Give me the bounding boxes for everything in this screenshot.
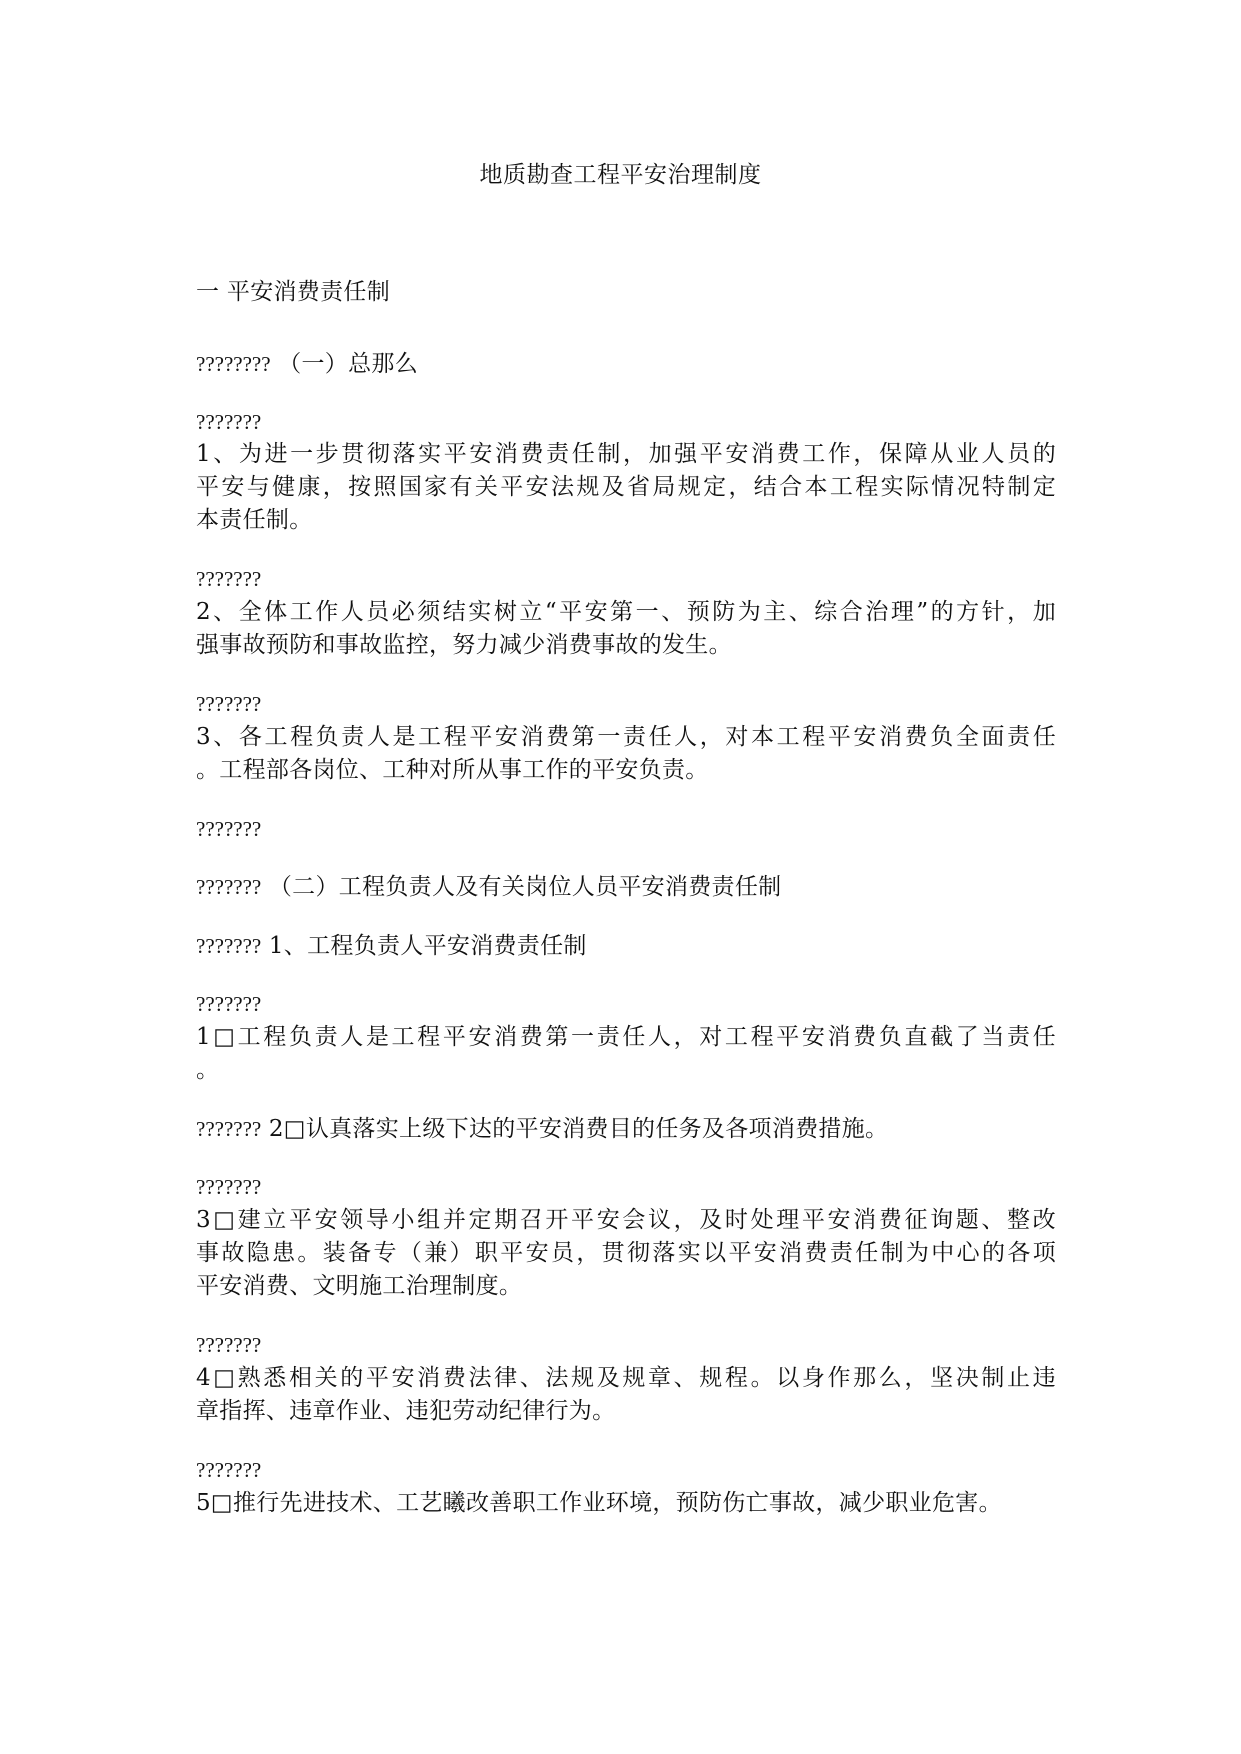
line-text: 1□工程负责人是工程平安消费第一责任人，对工程平安消费负直截了当责任 <box>196 1024 1056 1050</box>
text-line <box>196 275 1056 309</box>
line-text: （一）总那么 <box>270 351 418 377</box>
line-text: 本责任制。 <box>196 507 313 533</box>
text-line <box>196 1203 1056 1237</box>
placeholder-marker: ??????? <box>196 692 262 716</box>
line-text: 平安消费、文明施工治理制度。 <box>196 1273 523 1299</box>
text-line <box>196 1170 1056 1204</box>
placeholder-marker: ??????? <box>196 567 262 591</box>
text-line <box>196 1361 1056 1395</box>
line-text: 3、各工程负责人是工程平安消费第一责任人，对本工程平安消费负全面责任 <box>196 724 1056 750</box>
text-line <box>196 562 1056 596</box>
placeholder-marker: ???????? <box>196 352 271 376</box>
placeholder-marker: ??????? <box>196 1458 262 1482</box>
placeholder-marker: ??????? <box>196 875 262 899</box>
line-text: 1、为进一步贯彻落实平安消费责任制，加强平安消费工作，保障从业人员的 <box>196 441 1056 467</box>
text-line <box>196 1394 1056 1428</box>
text-line <box>196 929 1056 963</box>
text-line <box>196 1453 1056 1487</box>
line-text: 5□推行先进技术、工艺䂀改善职工作业环境，预防伤亡事故，减少职业危害。 <box>196 1490 1002 1516</box>
placeholder-marker: ??????? <box>196 1333 262 1357</box>
line-text: 平安与健康，按照国家有关平安法规及省局规定，结合本工程实际情况特制定 <box>196 474 1056 500</box>
placeholder-marker: ??????? <box>196 934 262 958</box>
text-line <box>196 1269 1056 1303</box>
document-title: 地质勘查工程平安治理制度 <box>479 162 762 188</box>
text-line <box>196 347 1056 381</box>
text-line <box>196 1020 1056 1054</box>
text-line <box>196 628 1056 662</box>
line-text: 一 平安消费责任制 <box>196 279 391 305</box>
placeholder-marker: ??????? <box>196 817 262 841</box>
text-line <box>196 595 1056 629</box>
placeholder-marker: ??????? <box>196 992 262 1016</box>
placeholder-marker: ??????? <box>196 1175 262 1199</box>
text-line <box>196 870 1056 904</box>
text-line <box>196 470 1056 504</box>
line-text: 3□建立平安领导小组并定期召开平安会议，及时处理平安消费征询题、整改 <box>196 1207 1056 1233</box>
text-line <box>196 1486 1056 1520</box>
line-text: 章指挥、违章作业、违犯劳动纪律行为。 <box>196 1398 616 1424</box>
text-line <box>196 1112 1056 1146</box>
text-line <box>196 687 1056 721</box>
placeholder-marker: ??????? <box>196 1117 262 1141</box>
text-line <box>196 753 1056 787</box>
line-text: 2□认真落实上级下达的平安消费目的任务及各项消费措施。 <box>261 1116 889 1142</box>
line-text: （二）工程负责人及有关岗位人员平安消费责任制 <box>261 874 782 900</box>
placeholder-marker: ??????? <box>196 410 262 434</box>
text-line <box>196 812 1056 846</box>
line-text: 事故隐患。装备专（兼）职平安员，贯彻落实以平安消费责任制为中心的各项 <box>196 1240 1056 1266</box>
line-text: 强事故预防和事故监控，努力减少消费事故的发生。 <box>196 632 732 658</box>
text-line <box>196 1236 1056 1270</box>
line-text: 4□熟悉相关的平安消费法律、法规及规章、规程。以身作那么，坚决制止违 <box>196 1365 1056 1391</box>
line-text: 2、全体工作人员必须结实树立“平安第一、预防为主、综合治理”的方针，加 <box>196 599 1056 625</box>
text-line <box>196 987 1056 1021</box>
text-line <box>196 503 1056 537</box>
text-line <box>196 405 1056 439</box>
line-text: 1、工程负责人平安消费责任制 <box>261 933 587 959</box>
text-line <box>196 1328 1056 1362</box>
line-text: 。 <box>196 1057 220 1083</box>
text-line <box>196 437 1056 471</box>
text-line <box>196 720 1056 754</box>
text-line <box>196 1053 1056 1087</box>
line-text: 。工程部各岗位、工种对所从事工作的平安负责。 <box>196 757 709 783</box>
